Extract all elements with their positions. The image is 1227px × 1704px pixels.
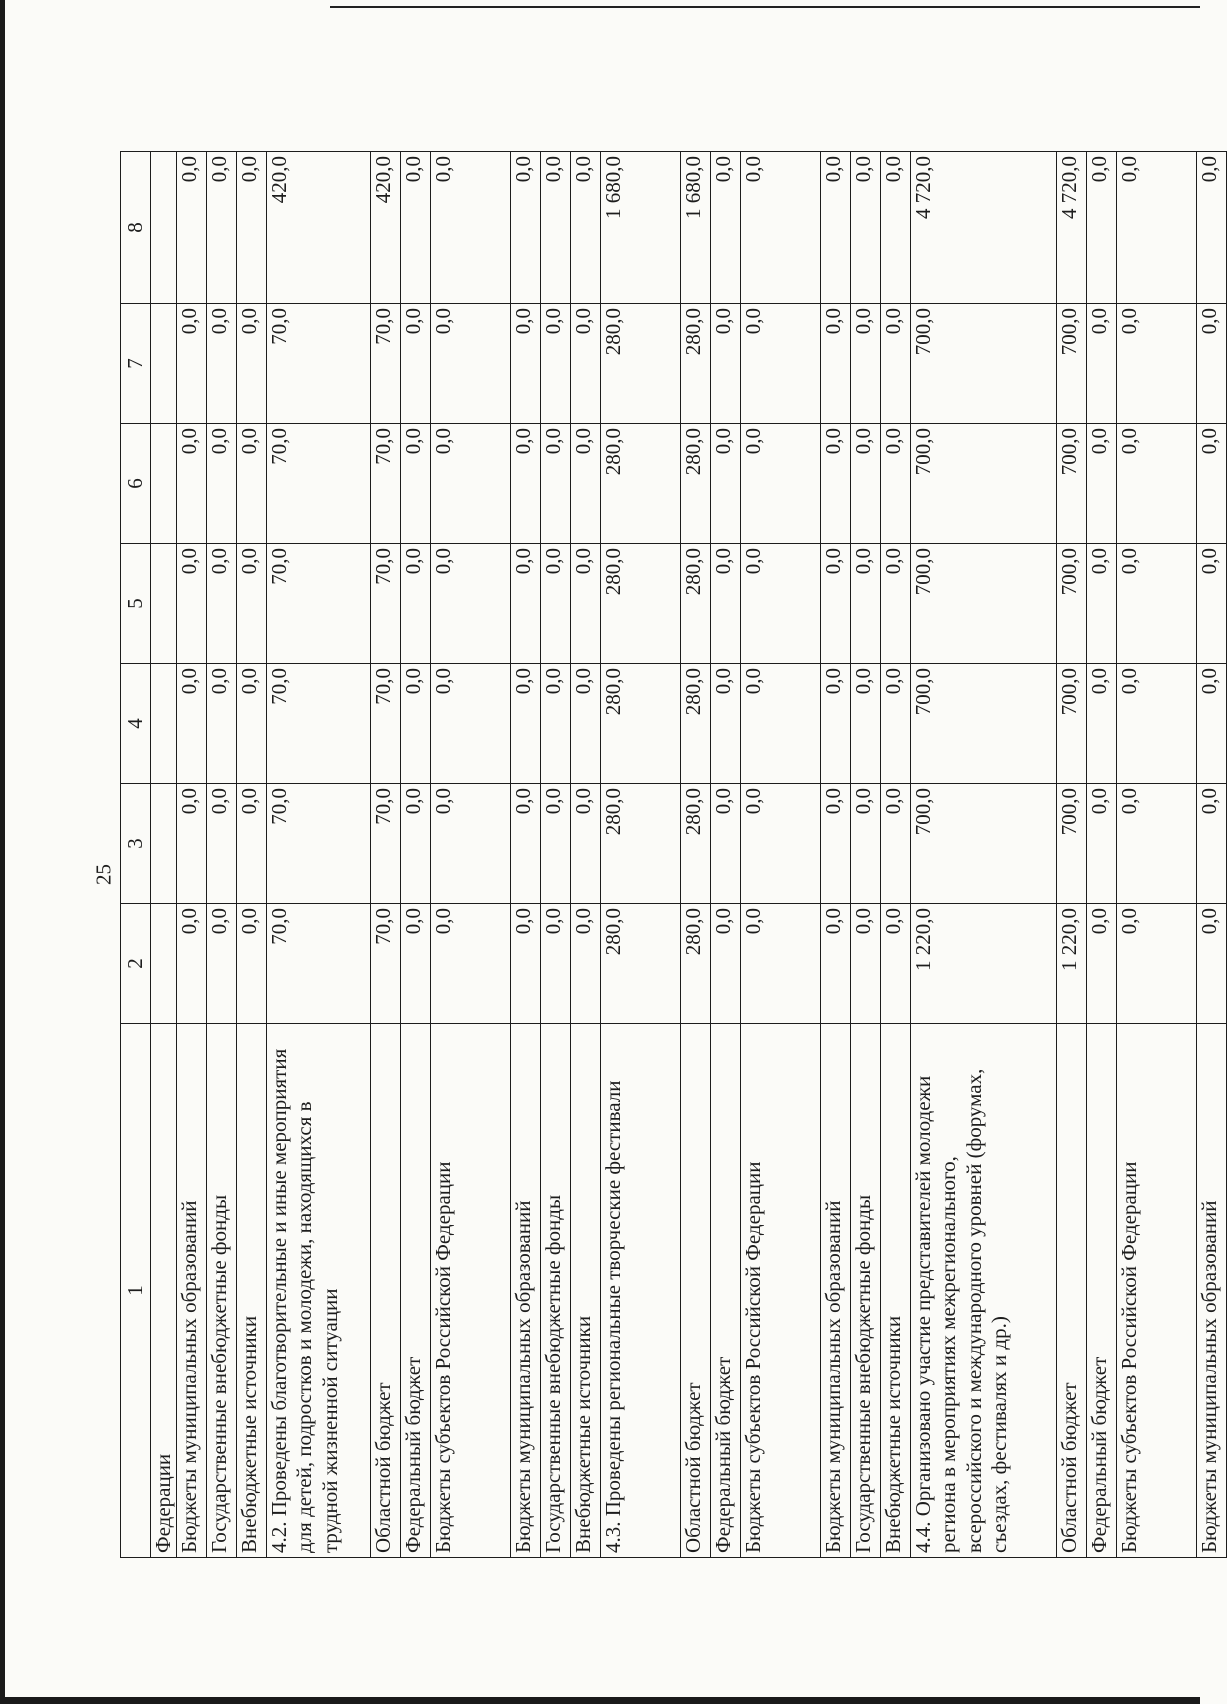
- value-cell: 700,0: [1057, 304, 1087, 424]
- value-cell: 4 720,0: [1057, 152, 1087, 304]
- value-cell: 0,0: [821, 424, 851, 544]
- value-cell: 280,0: [681, 424, 711, 544]
- value-cell: 280,0: [681, 664, 711, 784]
- table-row: [681, 152, 711, 1558]
- value-cell: 0,0: [881, 784, 911, 904]
- table-row: [571, 152, 601, 1558]
- table-row: [1117, 152, 1197, 1558]
- value-cell: 0,0: [207, 544, 237, 664]
- value-cell: 0,0: [207, 784, 237, 904]
- value-cell: 0,0: [237, 544, 267, 664]
- table-row: [511, 152, 541, 1558]
- row-label: 4.4. Организовано участие представителей молодежи региона в мероприятиях межрегионального, всероссийского и международного уровней (форумах, съездах, фестивалях и др.): [911, 1024, 1057, 1558]
- column-header-5: 5: [121, 544, 151, 664]
- value-cell: 0,0: [711, 304, 741, 424]
- value-cell: 0,0: [851, 304, 881, 424]
- value-cell: [151, 152, 177, 304]
- table-row: [541, 152, 571, 1558]
- value-cell: 0,0: [881, 304, 911, 424]
- value-cell: 0,0: [1117, 664, 1197, 784]
- row-label: Внебюджетные источники: [571, 1024, 601, 1558]
- value-cell: 70,0: [267, 304, 371, 424]
- table-row: [1057, 152, 1087, 1558]
- value-cell: 700,0: [911, 544, 1057, 664]
- value-cell: 0,0: [711, 544, 741, 664]
- value-cell: 700,0: [911, 784, 1057, 904]
- value-cell: [151, 544, 177, 664]
- row-label: Бюджеты субъектов Российской Федерации: [431, 1024, 511, 1558]
- value-cell: 0,0: [511, 544, 541, 664]
- value-cell: 280,0: [681, 544, 711, 664]
- value-cell: 0,0: [1197, 664, 1227, 784]
- value-cell: 0,0: [741, 304, 821, 424]
- value-cell: 0,0: [541, 304, 571, 424]
- value-cell: 0,0: [741, 544, 821, 664]
- row-label: 4.3. Проведены региональные творческие фестивали: [601, 1024, 681, 1558]
- value-cell: 0,0: [177, 664, 207, 784]
- value-cell: 0,0: [1117, 424, 1197, 544]
- value-cell: 0,0: [207, 904, 237, 1024]
- value-cell: 0,0: [541, 664, 571, 784]
- value-cell: 0,0: [851, 904, 881, 1024]
- value-cell: 0,0: [177, 784, 207, 904]
- value-cell: 0,0: [571, 424, 601, 544]
- value-cell: 0,0: [851, 424, 881, 544]
- value-cell: 0,0: [711, 152, 741, 304]
- value-cell: 280,0: [681, 304, 711, 424]
- value-cell: 0,0: [401, 784, 431, 904]
- table-row: [821, 152, 851, 1558]
- value-cell: 0,0: [237, 664, 267, 784]
- row-label: Федеральный бюджет: [711, 1024, 741, 1558]
- column-header-8: 8: [121, 152, 151, 304]
- value-cell: 0,0: [711, 904, 741, 1024]
- row-label: Областной бюджет: [1057, 1024, 1087, 1558]
- row-label: Внебюджетные источники: [881, 1024, 911, 1558]
- value-cell: 0,0: [541, 424, 571, 544]
- value-cell: 0,0: [571, 904, 601, 1024]
- column-header-4: 4: [121, 664, 151, 784]
- value-cell: 0,0: [1117, 904, 1197, 1024]
- table-row: [1197, 152, 1227, 1558]
- value-cell: 0,0: [711, 424, 741, 544]
- value-cell: 0,0: [1197, 152, 1227, 304]
- value-cell: 0,0: [1087, 152, 1117, 304]
- value-cell: 0,0: [1087, 784, 1117, 904]
- value-cell: 70,0: [371, 544, 401, 664]
- value-cell: 0,0: [741, 424, 821, 544]
- value-cell: 0,0: [741, 904, 821, 1024]
- page-number: 25: [91, 864, 116, 885]
- value-cell: 0,0: [1087, 544, 1117, 664]
- value-cell: 0,0: [431, 152, 511, 304]
- table-row: [601, 152, 681, 1558]
- value-cell: 0,0: [851, 152, 881, 304]
- value-cell: 0,0: [177, 904, 207, 1024]
- value-cell: 0,0: [237, 152, 267, 304]
- column-header-1: 1: [121, 1024, 151, 1558]
- column-header-6: 6: [121, 424, 151, 544]
- value-cell: 280,0: [601, 664, 681, 784]
- value-cell: 0,0: [401, 904, 431, 1024]
- budget-table: [120, 151, 1227, 1558]
- value-cell: 70,0: [267, 544, 371, 664]
- value-cell: 700,0: [1057, 664, 1087, 784]
- value-cell: 70,0: [371, 784, 401, 904]
- value-cell: 0,0: [821, 152, 851, 304]
- table-row: [851, 152, 881, 1558]
- table-row: [911, 152, 1057, 1558]
- budget-table-container: [120, 152, 1222, 1558]
- value-cell: 280,0: [601, 544, 681, 664]
- value-cell: 0,0: [1197, 544, 1227, 664]
- value-cell: 0,0: [237, 784, 267, 904]
- value-cell: 280,0: [601, 904, 681, 1024]
- value-cell: 280,0: [681, 784, 711, 904]
- value-cell: 0,0: [207, 152, 237, 304]
- value-cell: 70,0: [267, 904, 371, 1024]
- row-label: Внебюджетные источники: [237, 1024, 267, 1558]
- value-cell: 0,0: [821, 304, 851, 424]
- value-cell: 0,0: [1087, 424, 1117, 544]
- value-cell: 280,0: [601, 784, 681, 904]
- row-label: Областной бюджет: [681, 1024, 711, 1558]
- value-cell: 420,0: [267, 152, 371, 304]
- row-label: Бюджеты муниципальных образований: [511, 1024, 541, 1558]
- value-cell: 0,0: [711, 664, 741, 784]
- value-cell: 0,0: [431, 904, 511, 1024]
- value-cell: 0,0: [431, 664, 511, 784]
- value-cell: 0,0: [541, 544, 571, 664]
- value-cell: 70,0: [371, 424, 401, 544]
- value-cell: 0,0: [401, 664, 431, 784]
- value-cell: 0,0: [177, 304, 207, 424]
- value-cell: 0,0: [401, 152, 431, 304]
- value-cell: 0,0: [401, 544, 431, 664]
- table-row: [881, 152, 911, 1558]
- value-cell: 0,0: [207, 664, 237, 784]
- value-cell: 0,0: [881, 152, 911, 304]
- value-cell: 70,0: [267, 664, 371, 784]
- value-cell: 0,0: [511, 424, 541, 544]
- value-cell: 0,0: [821, 544, 851, 664]
- value-cell: 0,0: [511, 304, 541, 424]
- row-label: Бюджеты муниципальных образований: [177, 1024, 207, 1558]
- value-cell: 700,0: [1057, 544, 1087, 664]
- value-cell: 0,0: [511, 784, 541, 904]
- value-cell: 0,0: [401, 304, 431, 424]
- value-cell: 0,0: [741, 152, 821, 304]
- value-cell: 0,0: [881, 664, 911, 784]
- value-cell: 0,0: [1117, 544, 1197, 664]
- value-cell: 0,0: [431, 424, 511, 544]
- value-cell: 420,0: [371, 152, 401, 304]
- value-cell: 0,0: [711, 784, 741, 904]
- value-cell: 0,0: [401, 424, 431, 544]
- row-label: Федерации: [151, 1024, 177, 1558]
- table-row: [371, 152, 401, 1558]
- value-cell: 0,0: [511, 152, 541, 304]
- value-cell: 0,0: [741, 784, 821, 904]
- table-row: [207, 152, 237, 1558]
- scan-bottom-edge: [0, 1697, 1200, 1704]
- row-label: Бюджеты муниципальных образований: [1197, 1024, 1227, 1558]
- value-cell: 0,0: [881, 424, 911, 544]
- table-row: [151, 152, 177, 1558]
- table-row: [237, 152, 267, 1558]
- value-cell: 0,0: [1087, 904, 1117, 1024]
- value-cell: 0,0: [1197, 304, 1227, 424]
- row-label: Федеральный бюджет: [1087, 1024, 1117, 1558]
- column-header-7: 7: [121, 304, 151, 424]
- row-label: Федеральный бюджет: [401, 1024, 431, 1558]
- value-cell: 0,0: [431, 304, 511, 424]
- row-label: Государственные внебюджетные фонды: [541, 1024, 571, 1558]
- value-cell: 1 220,0: [911, 904, 1057, 1024]
- value-cell: 0,0: [1117, 784, 1197, 904]
- value-cell: 0,0: [571, 304, 601, 424]
- value-cell: 0,0: [1087, 664, 1117, 784]
- value-cell: 0,0: [571, 664, 601, 784]
- value-cell: 700,0: [1057, 424, 1087, 544]
- value-cell: 1 680,0: [681, 152, 711, 304]
- value-cell: 70,0: [267, 424, 371, 544]
- value-cell: [151, 784, 177, 904]
- row-label: Государственные внебюджетные фонды: [207, 1024, 237, 1558]
- value-cell: 0,0: [237, 424, 267, 544]
- value-cell: 0,0: [177, 152, 207, 304]
- value-cell: 70,0: [267, 784, 371, 904]
- row-label: 4.2. Проведены благотворительные и иные мероприятия для детей, подростков и молодежи, находящихся в трудной жизненной ситуации: [267, 1024, 371, 1558]
- table-row: [431, 152, 511, 1558]
- value-cell: 0,0: [881, 904, 911, 1024]
- table-row: [741, 152, 821, 1558]
- value-cell: [151, 424, 177, 544]
- value-cell: 0,0: [851, 784, 881, 904]
- value-cell: 0,0: [741, 664, 821, 784]
- value-cell: 0,0: [571, 784, 601, 904]
- value-cell: [151, 904, 177, 1024]
- value-cell: 1 680,0: [601, 152, 681, 304]
- table-header-row: [121, 152, 151, 1558]
- row-label: Государственные внебюджетные фонды: [851, 1024, 881, 1558]
- value-cell: 0,0: [821, 904, 851, 1024]
- value-cell: 0,0: [1087, 304, 1117, 424]
- scan-top-line: [330, 6, 1200, 8]
- value-cell: 280,0: [601, 424, 681, 544]
- table-row: [711, 152, 741, 1558]
- value-cell: 0,0: [1117, 152, 1197, 304]
- value-cell: 0,0: [541, 152, 571, 304]
- value-cell: 0,0: [207, 424, 237, 544]
- table-row: [1087, 152, 1117, 1558]
- value-cell: 280,0: [601, 304, 681, 424]
- value-cell: 4 720,0: [911, 152, 1057, 304]
- value-cell: [151, 664, 177, 784]
- table-row: [401, 152, 431, 1558]
- value-cell: 0,0: [1117, 304, 1197, 424]
- value-cell: 0,0: [177, 544, 207, 664]
- value-cell: 0,0: [1197, 784, 1227, 904]
- table-row: [177, 152, 207, 1558]
- value-cell: 70,0: [371, 304, 401, 424]
- value-cell: 0,0: [207, 304, 237, 424]
- value-cell: 0,0: [541, 904, 571, 1024]
- value-cell: 700,0: [911, 664, 1057, 784]
- value-cell: 0,0: [237, 904, 267, 1024]
- row-label: Бюджеты муниципальных образований: [821, 1024, 851, 1558]
- value-cell: 0,0: [511, 904, 541, 1024]
- value-cell: 280,0: [681, 904, 711, 1024]
- value-cell: 0,0: [431, 544, 511, 664]
- value-cell: 0,0: [177, 424, 207, 544]
- value-cell: 0,0: [431, 784, 511, 904]
- value-cell: 0,0: [881, 544, 911, 664]
- value-cell: 1 220,0: [1057, 904, 1087, 1024]
- column-header-2: 2: [121, 904, 151, 1024]
- value-cell: 70,0: [371, 904, 401, 1024]
- value-cell: 70,0: [371, 664, 401, 784]
- table-row: [267, 152, 371, 1558]
- value-cell: 0,0: [571, 544, 601, 664]
- value-cell: 0,0: [237, 304, 267, 424]
- scan-left-edge: [0, 0, 5, 1704]
- value-cell: 0,0: [1197, 424, 1227, 544]
- row-label: Областной бюджет: [371, 1024, 401, 1558]
- value-cell: 0,0: [851, 664, 881, 784]
- value-cell: 0,0: [851, 544, 881, 664]
- value-cell: 0,0: [541, 784, 571, 904]
- value-cell: 700,0: [911, 424, 1057, 544]
- value-cell: 700,0: [1057, 784, 1087, 904]
- column-header-3: 3: [121, 784, 151, 904]
- row-label: Бюджеты субъектов Российской Федерации: [741, 1024, 821, 1558]
- value-cell: 0,0: [821, 784, 851, 904]
- value-cell: 0,0: [821, 664, 851, 784]
- value-cell: 700,0: [911, 304, 1057, 424]
- value-cell: 0,0: [571, 152, 601, 304]
- value-cell: 0,0: [511, 664, 541, 784]
- value-cell: [151, 304, 177, 424]
- value-cell: 0,0: [1197, 904, 1227, 1024]
- row-label: Бюджеты субъектов Российской Федерации: [1117, 1024, 1197, 1558]
